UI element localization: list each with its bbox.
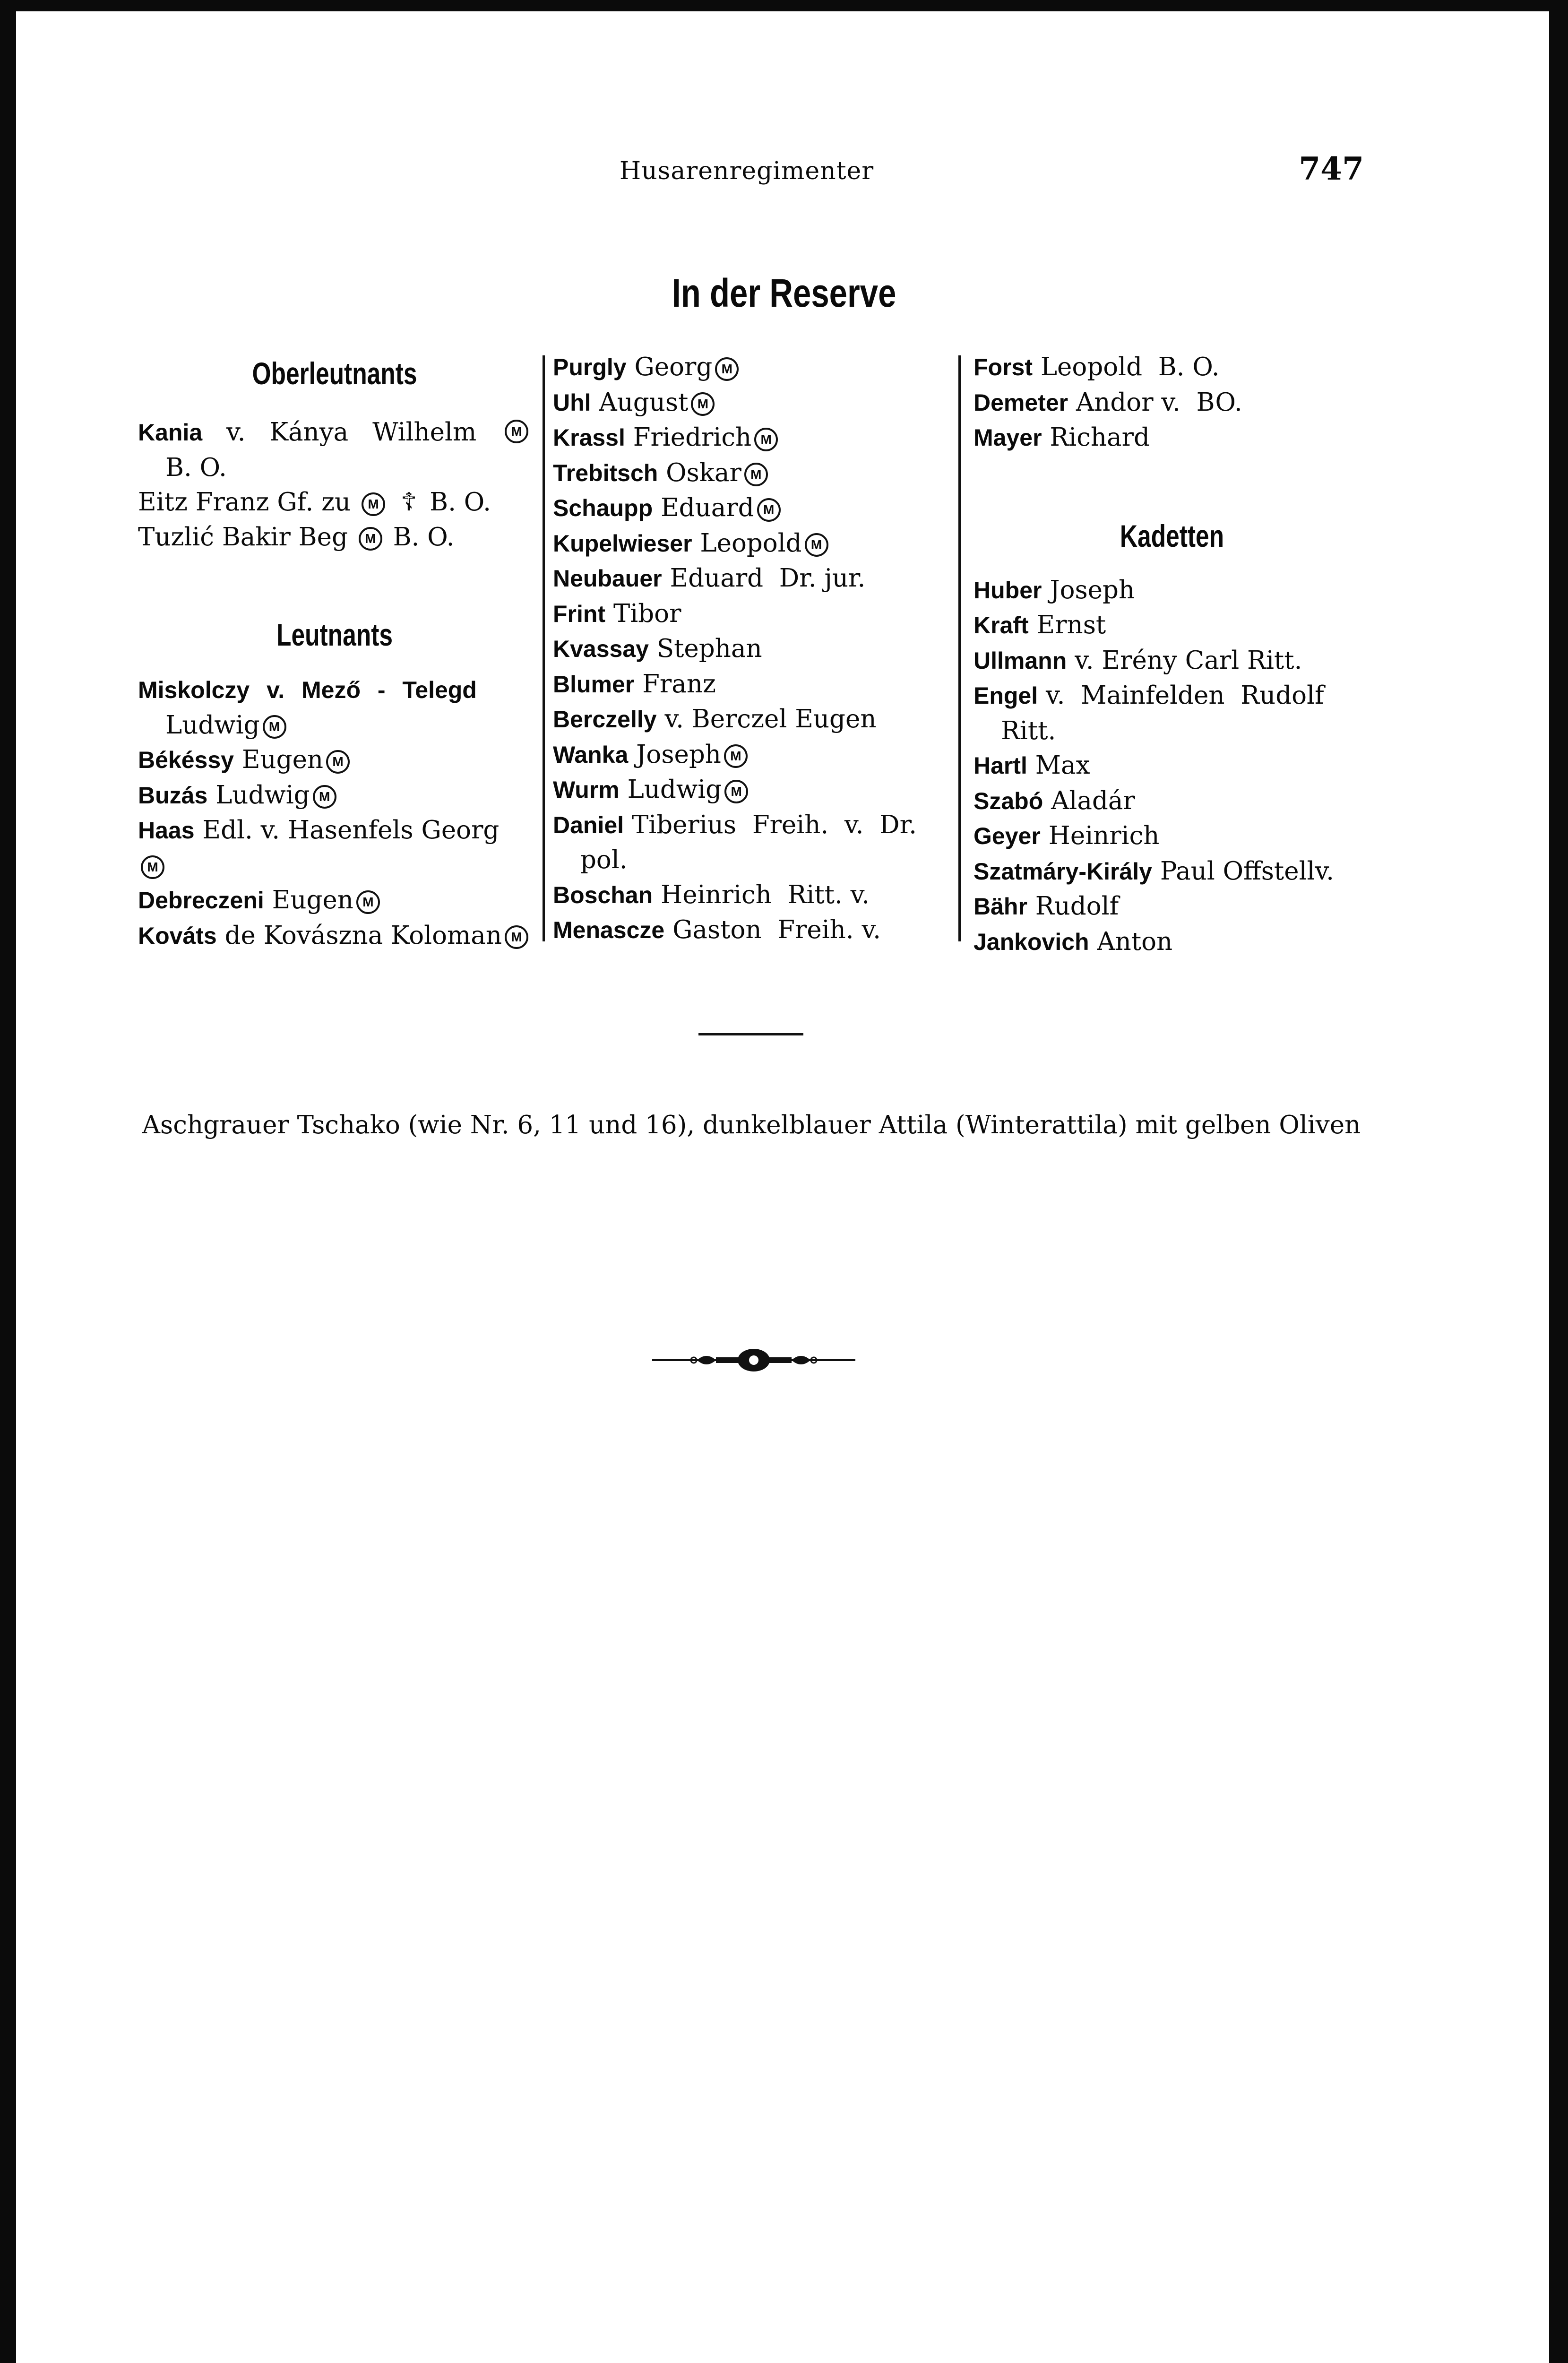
list-item: [138, 883, 531, 918]
column-3: [974, 350, 1370, 959]
given: Friedrich: [625, 423, 752, 452]
list-item: [974, 854, 1370, 889]
section-title: In der Reserve: [672, 271, 896, 315]
list-item: [138, 742, 531, 778]
given: Paul Offstellv.: [1152, 856, 1334, 886]
list-item: [553, 878, 945, 913]
list-item: [553, 702, 945, 737]
surname: Geyer: [974, 823, 1041, 849]
medal-icon: M: [362, 492, 385, 516]
medal-icon: M: [724, 744, 748, 768]
page-number: 747: [1299, 150, 1364, 187]
list-item: [553, 631, 945, 667]
given: Eugen: [233, 745, 324, 774]
given: v. Mainfelden Rudolf: [1038, 681, 1324, 710]
surname: Blumer: [553, 671, 635, 698]
given: Leopold B. O.: [1033, 353, 1220, 381]
surname: Ullmann: [974, 647, 1067, 674]
given: Ernst: [1028, 611, 1106, 639]
column-rule-right: [958, 355, 961, 941]
heading-oberleutnants: Oberleutnants: [252, 356, 417, 391]
surname: Kania: [138, 419, 203, 446]
list-item: [553, 913, 945, 948]
medal-icon: M: [326, 750, 350, 774]
given: Franz: [634, 669, 716, 699]
surname: Huber: [974, 577, 1042, 604]
given: Joseph: [628, 740, 721, 769]
uniform-note: Aschgrauer Tschako (wie Nr. 6, 11 und 16), dunkelblauer Attila (Winterattila) mit gelben Oliven: [142, 1111, 1361, 1139]
medal-icon: M: [141, 855, 164, 879]
given: Eduard Dr. jur.: [662, 564, 866, 593]
medal-icon: M: [359, 527, 382, 551]
surname: Haas: [138, 817, 195, 844]
given: v. Kánya Wilhelm: [202, 418, 477, 447]
surname: Wurm: [553, 776, 620, 803]
list-item: [974, 608, 1370, 643]
list-item: [974, 678, 1370, 714]
ornament-icon: [652, 1346, 855, 1374]
surname: Demeter: [974, 389, 1068, 416]
surname: Hartl: [974, 752, 1027, 779]
given: v. Erény Carl Ritt.: [1067, 646, 1302, 675]
surname: Schaupp: [553, 495, 653, 521]
surname: Békéssy: [138, 747, 234, 773]
list-item: [553, 385, 945, 421]
cross-icon: ☦: [400, 488, 417, 517]
medal-icon: M: [505, 420, 528, 443]
list-item: [553, 772, 945, 808]
surname: Wanka: [553, 741, 629, 768]
surname: Uhl: [553, 389, 591, 416]
surname: Szabó: [974, 787, 1043, 814]
column-1: [138, 350, 531, 953]
surname: Frint: [553, 600, 606, 627]
list-item: [553, 420, 945, 456]
running-title: Husarenregimenter: [619, 157, 874, 185]
surname: Kováts: [138, 922, 217, 949]
given: Heinrich: [1040, 821, 1160, 850]
list-item: [553, 456, 945, 491]
surname: Menascze: [553, 917, 665, 943]
heading-kadetten: Kadetten: [1120, 518, 1224, 553]
entry-text: Eitz Franz Gf. zu: [138, 488, 351, 517]
list-item-continued: pol.: [580, 845, 628, 874]
medal-icon: M: [505, 925, 528, 949]
list-item: [553, 808, 945, 843]
medal-icon: M: [313, 785, 336, 809]
surname: Miskolczy: [138, 677, 250, 703]
list-item: [553, 667, 945, 702]
given: Leopold: [692, 528, 802, 558]
surname: Boschan: [553, 881, 653, 908]
surname: Berczelly: [553, 706, 657, 733]
medal-icon: M: [744, 463, 768, 486]
surname: Kvassay: [553, 636, 649, 662]
list-item: [553, 561, 945, 596]
list-item: [138, 813, 531, 848]
surname: Trebitsch: [553, 459, 658, 486]
given: Gaston Freih. v.: [664, 915, 881, 944]
surname: Engel: [974, 682, 1038, 709]
list-item: [974, 889, 1370, 924]
surname: Kupelwieser: [553, 530, 692, 557]
list-item: [138, 485, 531, 520]
list-item: [138, 778, 531, 813]
entry-tail: B. O.: [393, 522, 455, 552]
surname: Jankovich: [974, 928, 1089, 955]
surname: Krassl: [553, 424, 625, 451]
given: Rudolf: [1027, 892, 1119, 921]
medal-icon: M: [754, 428, 778, 451]
surname: Forst: [974, 354, 1033, 380]
list-item: [974, 573, 1370, 608]
list-item: [974, 643, 1370, 679]
list-item: [553, 526, 945, 561]
surname: Mayer: [974, 424, 1042, 451]
given: Tiberius Freih. v. Dr.: [624, 810, 917, 839]
list-item: [974, 420, 1370, 456]
given: Ludwig: [207, 780, 310, 810]
surname: Daniel: [553, 811, 624, 838]
list-item: [138, 918, 531, 954]
surname: Bähr: [974, 893, 1027, 920]
list-item: [974, 819, 1370, 854]
medal-icon: M: [356, 890, 380, 914]
list-item: [974, 385, 1370, 421]
surname: Neubauer: [553, 565, 662, 592]
surname: Buzás: [138, 782, 208, 809]
heading-leutnants: Leutnants: [276, 617, 393, 652]
given: Aladár: [1043, 786, 1135, 815]
list-item: [553, 737, 945, 773]
surname: Kraft: [974, 612, 1029, 638]
list-item-continued: [138, 848, 531, 883]
entry-text: Tuzlić Bakir Beg: [138, 522, 348, 552]
given: Stephan: [648, 634, 762, 663]
given: v. Berczel Eugen: [656, 705, 877, 733]
entry-tail: B. O.: [430, 488, 491, 517]
list-item: [553, 350, 945, 385]
surname: Debreczeni: [138, 887, 264, 914]
medal-icon: M: [724, 780, 748, 803]
given: Georg: [626, 353, 713, 381]
medal-icon: M: [691, 392, 715, 416]
given: Edl. v. Hasenfels Georg: [194, 816, 500, 845]
list-item: [553, 596, 945, 632]
medal-icon: M: [715, 357, 739, 381]
given: Richard: [1042, 423, 1150, 452]
given: Tibor: [605, 599, 681, 628]
given: Andor v. BO.: [1068, 388, 1242, 417]
medal-icon: M: [263, 715, 286, 739]
given: August: [591, 388, 689, 417]
column-rule-left: [543, 355, 545, 941]
given: Max: [1027, 751, 1090, 780]
list-item: [974, 924, 1370, 960]
given: v. Mező - Telegd: [250, 677, 477, 703]
given: Oskar: [658, 458, 741, 487]
list-item: [553, 491, 945, 526]
given: Ludwig: [619, 775, 722, 804]
given: de Kovászna Koloman: [216, 921, 502, 950]
surname: Szatmáry-Király: [974, 858, 1152, 885]
given: Joseph: [1042, 575, 1135, 604]
list-item: [974, 784, 1370, 819]
medal-icon: M: [805, 533, 828, 557]
list-item: [138, 415, 531, 450]
medal-icon: M: [757, 498, 781, 522]
given: Heinrich Ritt. v.: [653, 880, 870, 909]
surname: Purgly: [553, 354, 627, 380]
column-2: [553, 350, 945, 948]
list-item-continued: [138, 708, 531, 743]
list-item: [138, 673, 531, 708]
given: Anton: [1089, 927, 1173, 956]
list-item-continued: Ritt.: [1001, 716, 1056, 745]
given: Eduard: [653, 493, 754, 522]
list-item: [974, 748, 1370, 784]
section-divider: [698, 1033, 803, 1035]
list-item: [138, 520, 531, 555]
list-item-continued: B. O.: [165, 453, 227, 482]
list-item: [974, 350, 1370, 385]
given-line2: Ludwig: [165, 710, 260, 740]
given: Eugen: [264, 886, 353, 914]
